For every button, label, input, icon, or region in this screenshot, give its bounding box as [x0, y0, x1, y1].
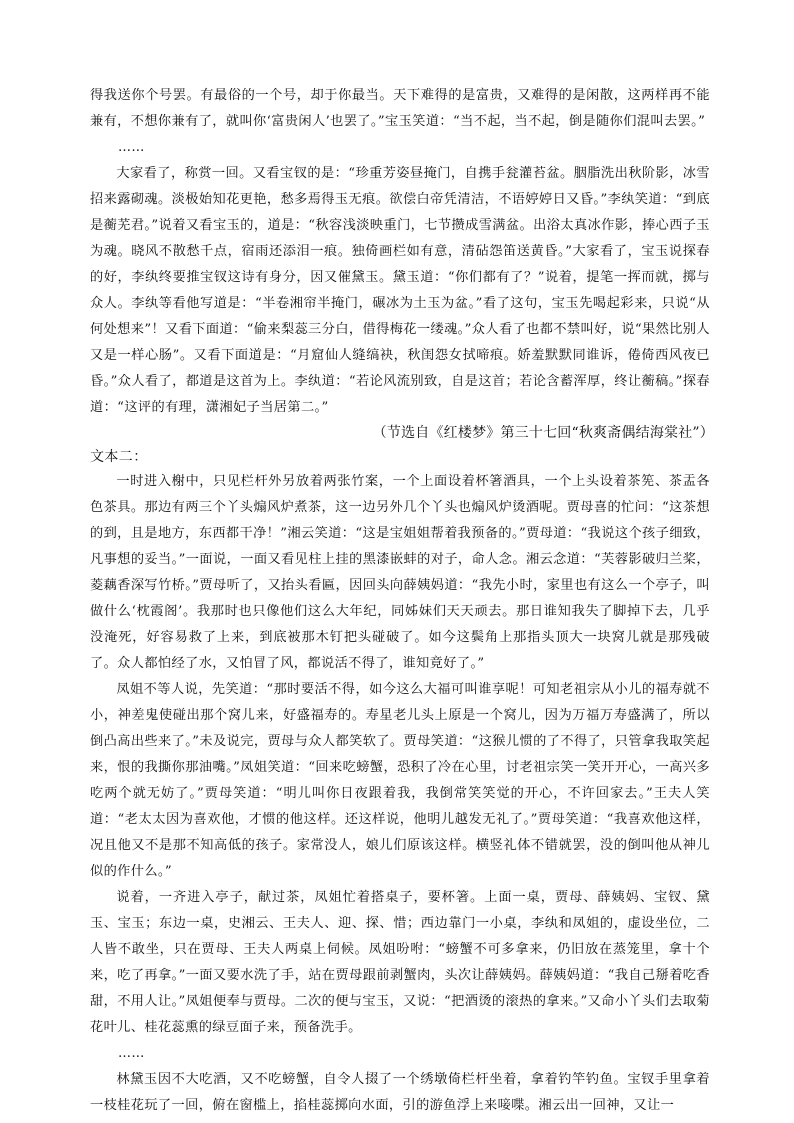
text2-paragraph-3: 说着，一齐进入亭子，献过茶，凤姐忙着搭桌子，要杯箸。上面一桌，贾母、薛姨妈、宝钗、黛玉、宝玉；东边一桌，史湘云、王夫人、迎、探、惜；西边靠门一小桌，李纨和凤姐的，虚设坐位，二人皆不敢坐，只在贾母、王夫人两桌上伺候。凤姐吩咐：“螃蟹不可多拿来，仍旧放在蒸笼里，拿十个来，吃了再拿。”一面又要水洗了手，站在贾母跟前剥蟹肉，头次让薛姨妈。薛姨妈道：“我自己掰着吃香甜，不用人让。”凤姐便奉与贾母。二次的便与宝玉，又说：“把酒烫的滚热的拿来。”又命小丫头们去取菊花叶儿、桂花蕊熏的绿豆面子来，预备洗手。: [90, 890, 710, 1035]
document-page: [90, 83, 714, 1119]
text1-source-citation: （节选自《红楼梦》第三十七回“秋爽斋偶结海棠社”）: [372, 425, 714, 441]
text1-paragraph-poems: 大家看了，称赏一回。又看宝钗的是：“珍重芳姿昼掩门，自携手瓮灌苔盆。胭脂洗出秋阶影，冰雪招来露砌魂。淡极始知花更艳，愁多焉得玉无痕。欲偿白帝凭清洁，不语婷婷日又昏。”李纨笑道：“到底是蘅芜君。”说着又看宝玉的，道是：“秋容浅淡映重门，七节攒成雪满盆。出浴太真冰作影，捧心西子玉为魂。晓风不散愁千点，宿雨还添泪一痕。独倚画栏如有意，清砧怨笛送黄昏。”大家看了，宝玉说探春的好，李纨终要推宝钗这诗有身分，因又催黛玉。黛玉道：“你们都有了？”说着，提笔一挥而就，掷与众人。李纨等看他写道是：“半卷湘帘半掩门，碾冰为土玉为盆。”看了这句，宝玉先喝起彩来，只说“从何处想来”！又看下面道：“偷来梨蕊三分白，借得梅花一缕魂。”众人看了也都不禁叫好，说“果然比别人又是一样心肠”。又看下面道是：“月窟仙人缝缟袂，秋闺怨女拭啼痕。娇羞默默同谁诉，倦倚西风夜已昏。”众人看了，都道是这首为上。李纨道：“若论风流别致，自是这首；若论含蓄浑厚，终让蘅稿。”探春道：“这评的有理，潇湘妃子当居第二。”: [90, 166, 710, 415]
text2-paragraph-1: 一时进入榭中，只见栏杆外另放着两张竹案，一个上面设着杯箸酒具，一个上头设着茶筅、茶盂各色茶具。那边有两三个丫头煽风炉煮茶，这一边另外几个丫头也煽风炉烫酒呢。贾母喜的忙问：“这茶想的到，且是地方，东西都干净！”湘云笑道：“这是宝姐姐帮着我预备的。”贾母道：“我说这个孩子细致，凡事想的妥当。”一面说，一面又看见柱上挂的黑漆嵌蚌的对子，命人念。湘云念道：“芙蓉影破归兰桨，菱藕香深写竹桥。”贾母听了，又抬头看匾，因回头向薛姨妈道：“我先小时，家里也有这么一个亭子，叫做什么‘枕霞阁’。我那时也只像他们这么大年纪，同姊妹们天天顽去。那日谁知我失了脚掉下去，几乎没淹死，好容易救了上来，到底被那木钉把头碰破了。如今这鬓角上那指头顶大一块窝儿就是那残破了。众人都怕经了水，又怕冒了风，都说活不得了，谁知竟好了。”: [90, 474, 710, 671]
text2-paragraph-2: 凤姐不等人说，先笑道：“那时要活不得，如今这么大福可叫谁享呢！可知老祖宗从小儿的福寿就不小，神差鬼使碰出那个窝儿来，好盛福寿的。寿星老儿头上原是一个窝儿，因为万福万寿盛满了，所以倒凸高出些来了。”未及说完，贾母与众人都笑软了。贾母笑道：“这猴儿惯的了不得了，只管拿我取笑起来，恨的我撕你那油嘴。”凤姐笑道：“回来吃螃蟹，恐积了冷在心里，讨老祖宗笑一笑开开心，一高兴多吃两个就无妨了。”贾母笑道：“明儿叫你日夜跟着我，我倒常笑笑觉的开心，不许回家去。”王夫人笑道：“老太太因为喜欢他，才惯的他这样。还这样说，他明儿越发无礼了。”贾母笑道：“我喜欢他这样，况且他又不是那不知高低的孩子。家常没人，娘儿们原该这样。横竖礼体不错就罢，没的倒叫他从神儿似的作什么。”: [90, 682, 710, 879]
text1-paragraph-top: 得我送你个号罢。有最俗的一个号，却于你最当。天下难得的是富贵，又难得的是闲散，这两样再不能兼有，不想你兼有了，就叫你‘富贵闲人’也罢了。”宝玉笑道：“当不起，当不起，倒是随你们混叫去罢。”: [90, 88, 710, 129]
text2-paragraph-4: 林黛玉因不大吃酒，又不吃螃蟹，自令人掇了一个绣墩倚栏杆坐着，拿着钓竿钓鱼。宝钗手里拿着一枝桂花玩了一回，俯在窗槛上，掐桂蕊掷向水面，引的游鱼浮上来唼喋。湘云出一回神，又让一: [90, 1072, 710, 1113]
ellipsis-1: ……: [118, 140, 145, 155]
ellipsis-2: ……: [118, 1046, 145, 1061]
text2-label: 文本二：: [90, 449, 148, 465]
